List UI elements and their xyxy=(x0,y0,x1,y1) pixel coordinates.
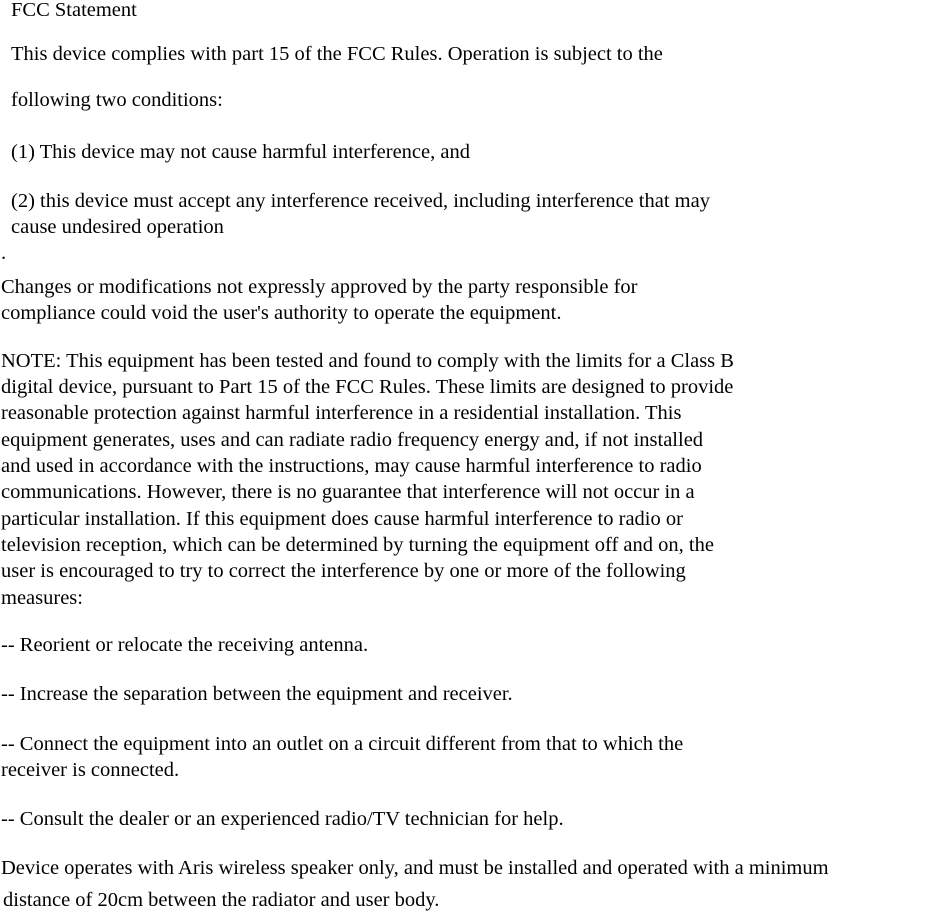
intro-line-2: following two conditions: xyxy=(11,89,223,111)
condition-2-line-1: (2) this device must accept any interference received, including interference that may xyxy=(11,190,710,212)
note-line-7: particular installation. If this equipment does cause harmful interference to radio or xyxy=(1,508,683,530)
note-line-5: and used in accordance with the instructions, may cause harmful interference to radio xyxy=(1,455,702,477)
intro-line-1: This device complies with part 15 of the FCC Rules. Operation is subject to the xyxy=(11,43,663,65)
note-line-6: communications. However, there is no guarantee that interference will not occur in a xyxy=(1,481,695,503)
note-line-4: equipment generates, uses and can radiate radio frequency energy and, if not installed xyxy=(1,429,704,451)
fcc-statement-title: FCC Statement xyxy=(11,0,137,21)
stray-period: . xyxy=(1,242,7,264)
measure-increase-separation: -- Increase the separation between the equipment and receiver. xyxy=(1,683,513,705)
measure-consult-dealer: -- Consult the dealer or an experienced radio/TV technician for help. xyxy=(1,808,564,830)
measure-connect-line-2: receiver is connected. xyxy=(1,759,180,781)
note-line-10: measures: xyxy=(1,587,83,609)
note-line-2: digital device, pursuant to Part 15 of the FCC Rules. These limits are designed to provide xyxy=(1,376,734,398)
condition-2-line-2: cause undesired operation xyxy=(11,216,224,238)
rf-exposure-line-1: Device operates with Aris wireless speaker only, and must be installed and operated with a minimum xyxy=(1,857,829,879)
note-line-9: user is encouraged to try to correct the interference by one or more of the following xyxy=(1,560,686,582)
condition-1: (1) This device may not cause harmful interference, and xyxy=(11,141,470,163)
changes-line-1: Changes or modifications not expressly approved by the party responsible for xyxy=(1,276,638,298)
rf-exposure-line-2: distance of 20cm between the radiator and user body. xyxy=(3,889,440,911)
measure-connect-line-1: -- Connect the equipment into an outlet on a circuit different from that to which the xyxy=(1,733,684,755)
note-line-8: television reception, which can be determined by turning the equipment off and on, the xyxy=(1,534,714,556)
note-line-3: reasonable protection against harmful interference in a residential installation. This xyxy=(1,402,682,424)
note-line-1: NOTE: This equipment has been tested and found to comply with the limits for a Class B xyxy=(1,350,734,372)
changes-line-2: compliance could void the user's authority to operate the equipment. xyxy=(1,302,562,324)
measure-reorient: -- Reorient or relocate the receiving antenna. xyxy=(1,634,369,656)
